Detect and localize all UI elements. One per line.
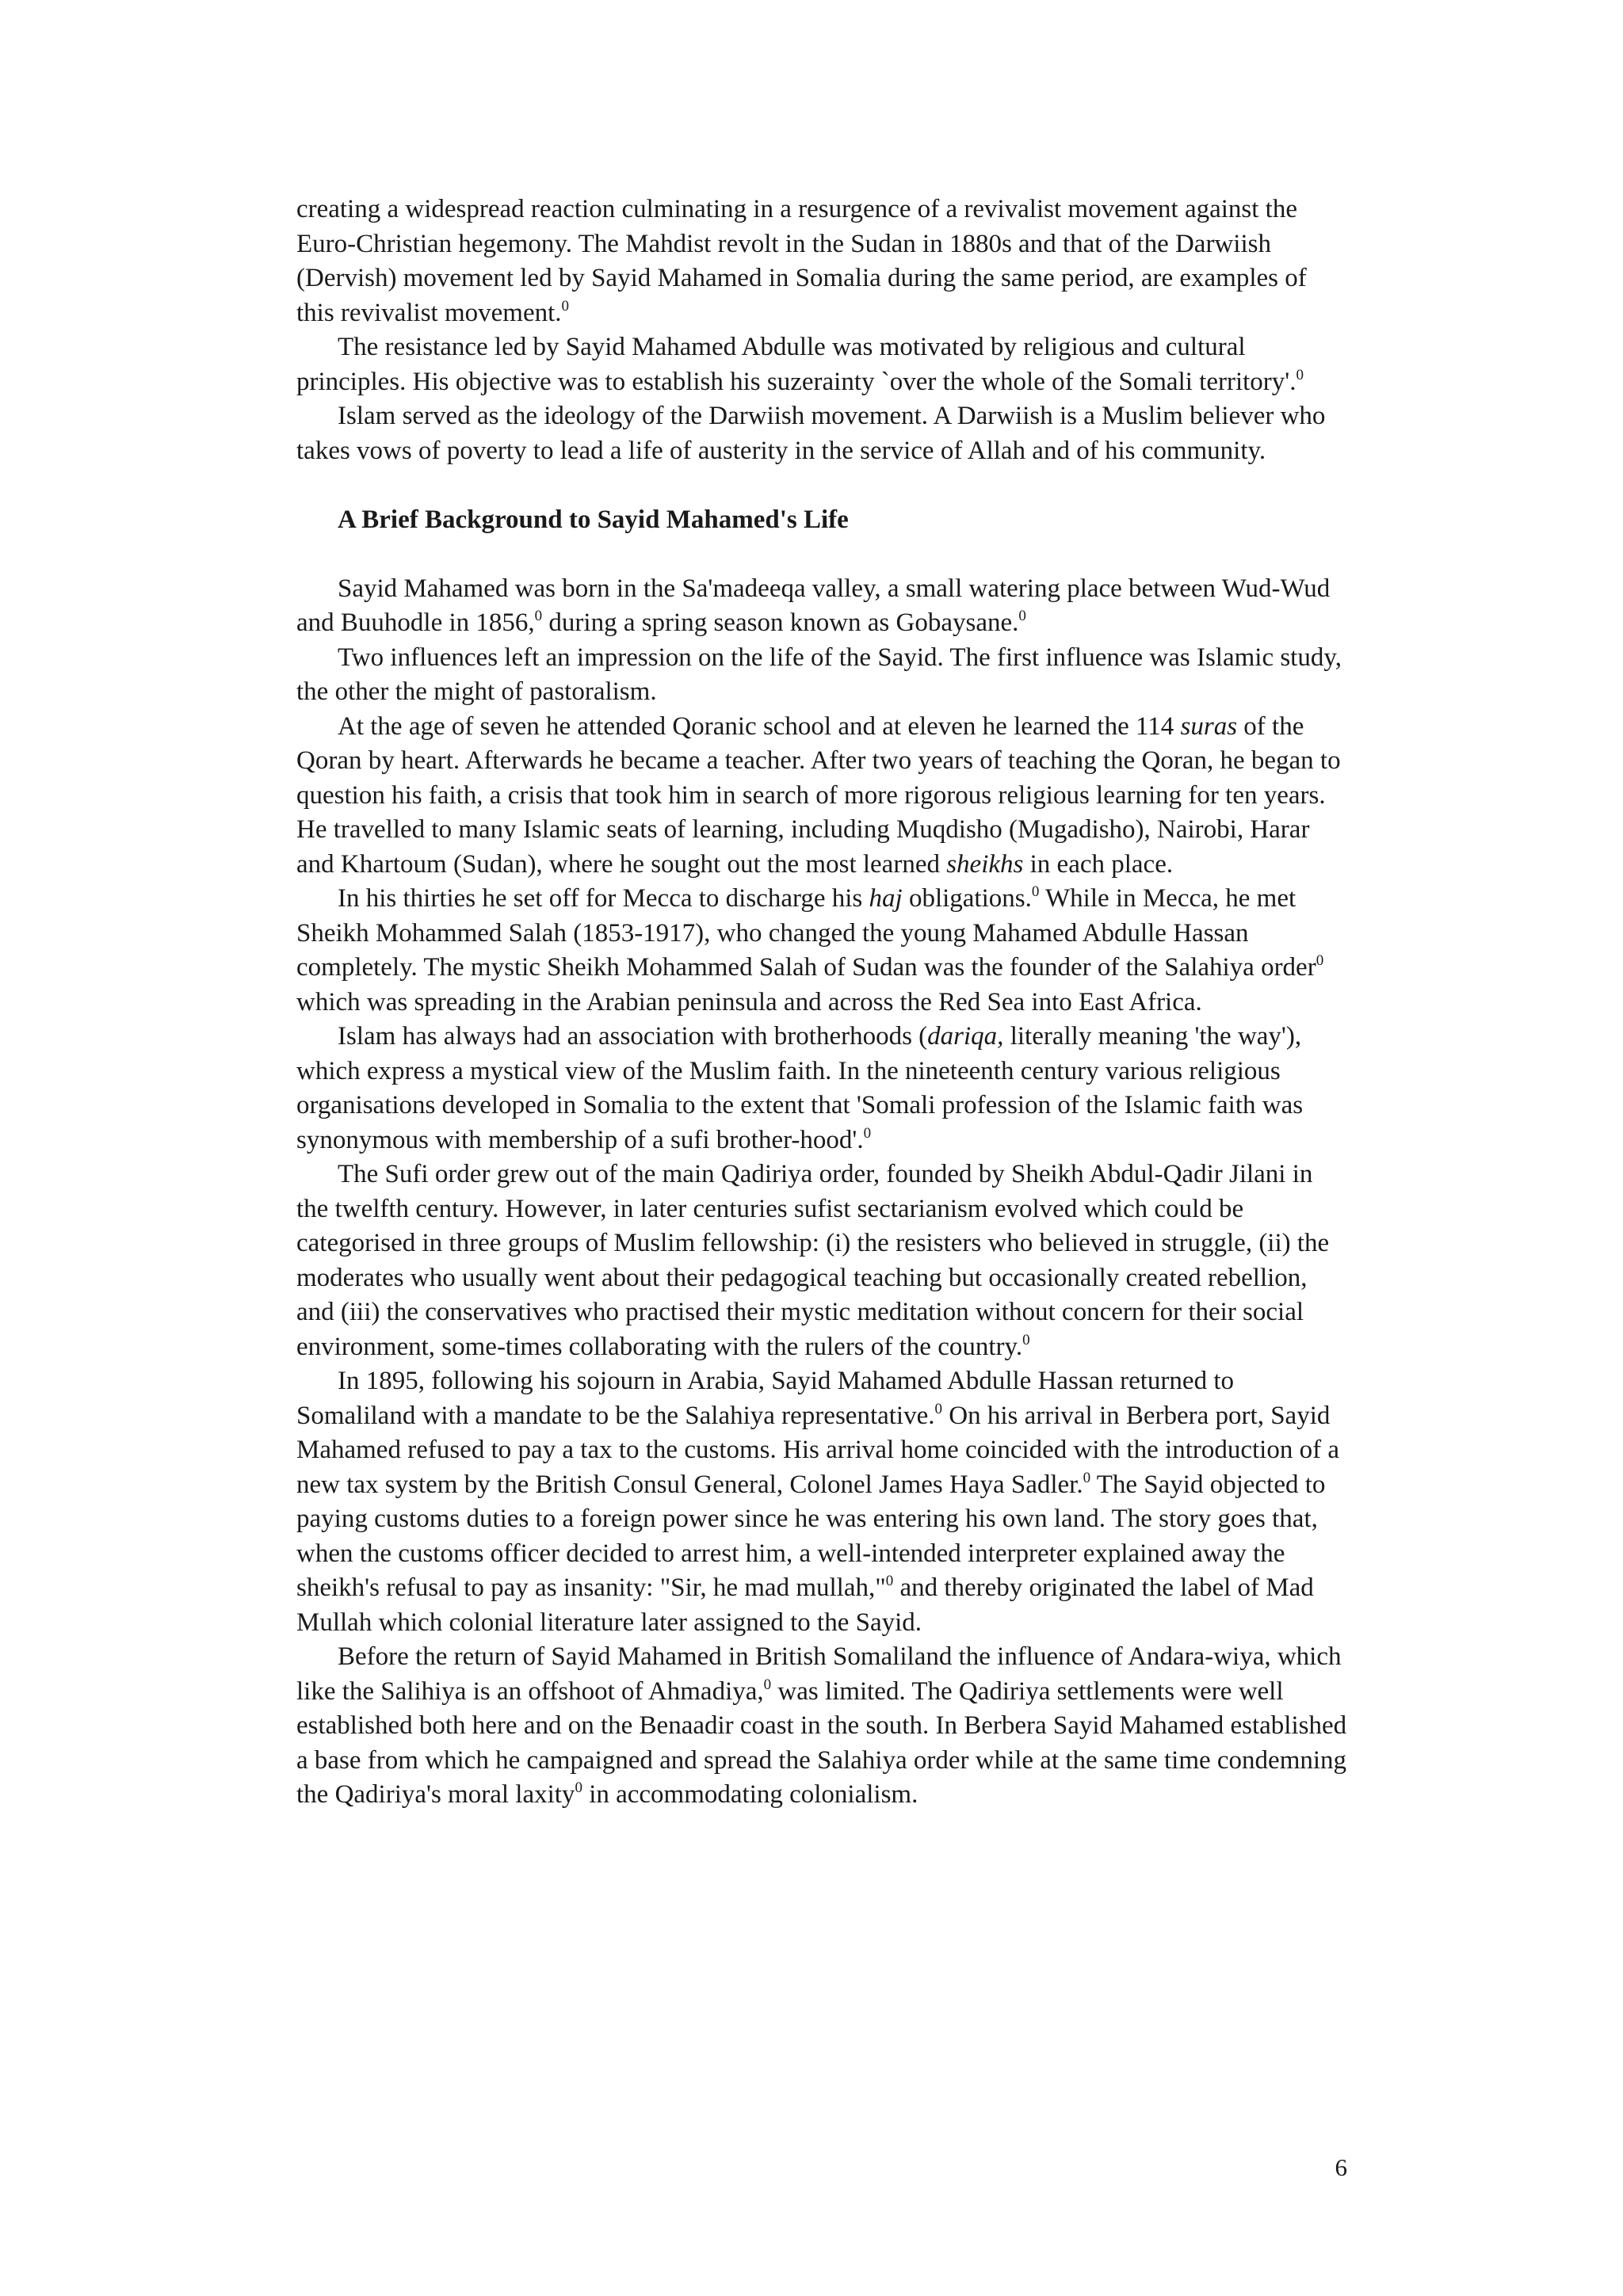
text-run: While in Mecca, he met Sheikh Mohammed Salah (1853-1917), who changed the young Mahamed Abdulle Hassan completely. The mystic Sheikh Mohammed Salah of Sudan was the founder of the Salahiya order [296,884,1316,982]
footnote-ref: 0 [534,608,543,624]
body-text [296,193,1347,1813]
footnote-ref: 0 [934,1400,942,1417]
footnote-ref: 0 [885,1573,894,1589]
footnote-ref: 0 [575,1779,582,1796]
text-run: of the Qoran by heart. Afterwards he became a teacher. After two years of teaching the Qoran, he began to question his faith, a crisis that took him in search of more rigorous religious learning for ten years. He travelled to many Islamic seats of learning, including Muqdisho (Mugadisho), Nairobi, Harar and Khartoum (Sudan), where he sought out the most learned [296,711,1341,879]
footnote-ref: 0 [863,1124,872,1142]
text-run: The resistance led by Sayid Mahamed Abdulle was motivated by religious and cultural principles. His objective was to establish his suzerainty `over the whole of the Somali territory'. [296,333,1296,396]
text-run: which was spreading in the Arabian peninsula and across the Red Sea into East Africa. [296,987,1202,1016]
text-run: obligations. [902,884,1032,913]
text-run: At the age of seven he attended Qoranic school and at eleven he learned the 114 [338,711,1181,741]
paragraph [296,1020,1347,1158]
paragraph [296,330,1347,399]
paragraph [296,399,1347,468]
text-run: The Sayid objected to paying customs duties to a foreign power since he was entering his own land. The story goes that, when the customs officer decided to arrest him, a well-intended interpreter explained away the sheikh's refusal to pay as insanity: "Sir, he mad mullah," [296,1470,1326,1602]
text-run: Islam served as the ideology of the Darwiish movement. A Darwiish is a Muslim believer who takes vows of poverty to lead a life of austerity in the service of Allah and of his community. [296,402,1326,465]
text-run: Islam has always had an association with brotherhoods ( [338,1022,928,1051]
text-run: On his arrival in Berbera port, Sayid Mahamed refused to pay a tax to the customs. His arrival home coincided with the introduction of a new tax system by the British Consul General, Colonel James Haya Sadler. [296,1401,1339,1499]
section-heading: A Brief Background to Sayid Mahamed's Life [338,505,849,534]
text-run: in accommodating colonialism. [582,1780,918,1809]
text-run: Before the return of Sayid Mahamed in British Somaliland the influence of Andara-wiya, which like the Salihiya is an offshoot of Ahmadiya, [296,1642,1342,1706]
footnote-ref: 0 [561,297,570,315]
italic-term: dariqa, [927,1022,1004,1051]
footnote-ref: 0 [1316,952,1324,969]
paragraph [296,1158,1347,1364]
text-run: Sayid Mahamed was born in the Sa'madeeqa valley, a small watering place between Wud-Wud and Buuhodle in 1856, [296,574,1331,637]
text-run: literally meaning 'the way'), which express a mystical view of the Muslim faith. In the nineteenth century various religious organisations developed in Somalia to the extent that 'Somali profession of the Islamic faith was synonymous with membership of a sufi brother-hood'. [296,1022,1304,1154]
footnote-ref: 0 [1022,1331,1030,1348]
paragraph [296,193,1347,330]
text-run: was limited. The Qadiriya settlements were well established both here and on the Benaadir coast in the south. In Berbera Sayid Mahamed established a base from which he campaigned and spread the Salahiya order while at the same time condemning the Qadiriya's moral laxity [296,1676,1347,1809]
text-run: in each place. [1023,849,1174,879]
paragraph [296,1364,1347,1640]
text-run: creating a widespread reaction culminating in a resurgence of a revivalist movement against the Euro-Christian hegemony. The Mahdist revolt in the Sudan in 1880s and that of the Darwiish (Dervish) movement led by Sayid Mahamed in Somalia during the same period, are examples of this revivalist movement. [296,195,1307,327]
italic-term: haj [869,884,903,913]
footnote-ref: 0 [763,1676,772,1693]
italic-term: suras [1180,711,1238,741]
paragraph [296,1640,1347,1813]
paragraph [296,710,1347,883]
text-run: Two influences left an impression on the life of the Sayid. The first influence was Islamic study, the other the might of pastoralism. [296,643,1342,706]
footnote-ref: 0 [1018,608,1026,624]
text-run: during a spring season known as Gobaysane. [542,608,1019,637]
page-number: 6 [1335,2153,1347,2181]
text-run: The Sufi order grew out of the main Qadiriya order, founded by Sheikh Abdul-Qadir Jilani in the twelfth century. However, in later centuries sufist sectarianism evolved which could be categorised in three groups of Muslim fellowship: (i) the resisters who believed in struggle, (ii) the moderates who usually went about their pedagogical teaching but occasionally created rebellion, and (iii) the conservatives who practised their mystic meditation without concern for their social environment, some-times collaborating with the rulers of the country. [296,1160,1330,1361]
text-run: In 1895, following his sojourn in Arabia, Sayid Mahamed Abdulle Hassan returned to Somaliland with a mandate to be the Salahiya representative. [296,1367,1234,1430]
text-run: In his thirties he set off for Mecca to discharge his [338,884,869,913]
footnote-ref: 0 [1296,366,1304,383]
paragraph [296,882,1347,1020]
paragraph [296,641,1347,710]
text-run: and thereby originated the label of Mad Mullah which colonial literature later assigned to the Sayid. [296,1573,1314,1637]
footnote-ref: 0 [1031,883,1040,900]
italic-term: sheikhs [946,849,1024,879]
footnote-ref: 0 [1083,1469,1091,1486]
paragraph [296,572,1347,641]
